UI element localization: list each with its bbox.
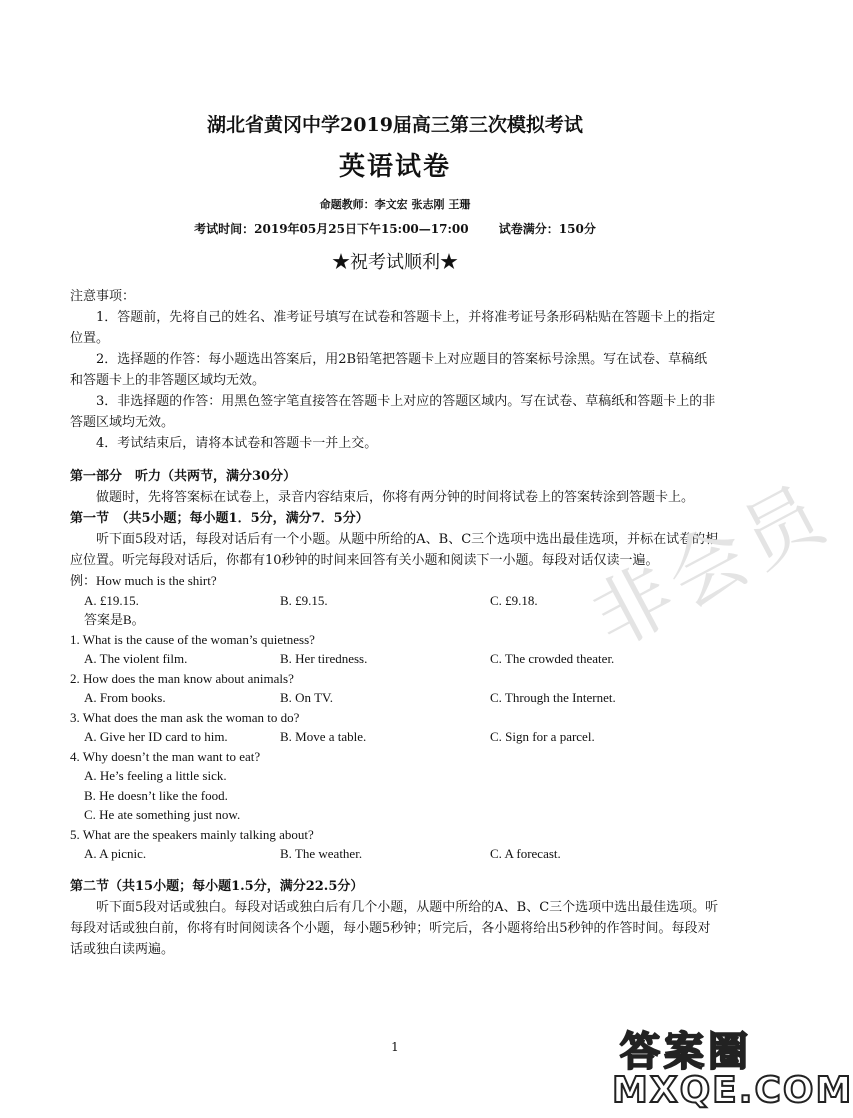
option-b: B. On TV. (280, 690, 333, 705)
question-1: 1. What is the cause of the woman’s quietness? (70, 631, 315, 647)
watermark-logo-bottom: MXQE.COM (612, 1070, 853, 1111)
question-4: 4. Why doesn’t the man want to eat? (70, 748, 261, 764)
option-a: A. From books. (84, 690, 166, 705)
option-b: B. The weather. (280, 846, 363, 861)
watermark-logo (600, 1020, 853, 1118)
notice-item-3: 3．非选择题的作答：用黑色签字笔直接答在答题卡上对应的答题区域内。写在试卷、草稿纸和答题卡上的非答题区域均无效。 (70, 394, 716, 430)
option-b: B. He doesn’t like the food. (84, 787, 228, 803)
full-score: 试卷满分：150分 (498, 222, 596, 236)
question-3-options (70, 727, 720, 747)
question-3: 3. What does the man ask the woman to do? (70, 709, 300, 725)
exam-time-line (0, 220, 790, 237)
option-a: A. The violent film. (84, 651, 188, 666)
option-c: C. The crowded theater. (490, 651, 615, 666)
option-c: C. Through the Internet. (490, 690, 616, 705)
exam-title: 湖北省黄冈中学2019届高三第三次模拟考试 (207, 114, 583, 136)
section1-heading: 第一节 （共5小题；每小题1．5分，满分7．5分） (70, 511, 369, 526)
section2-intro: 听下面5段对话或独白。每段对话或独白后有几个小题，从题中所给的A、B、C三个选项中选出最佳选项。听每段对话或独白前，你将有时间阅读各个小题，每小题5秒钟；听完后，各小题将给出5秒钟的作答时间。每段对话或独白读两遍。 (70, 899, 719, 957)
exam-authors: 命题教师：李文宏 张志刚 王珊 (319, 198, 471, 211)
example-answer: 答案是B。 (84, 612, 145, 627)
notice-heading: 注意事项： (70, 289, 136, 304)
notice-item-4: 4．考试结束后，请将本试卷和答题卡一并上交。 (96, 436, 378, 451)
part1-intro: 做题时，先将答案标在试卷上，录音内容结束后，你将有两分钟的时间将试卷上的答案转涂到答题卡上。 (96, 490, 695, 505)
option-c: C. A forecast. (490, 846, 561, 861)
option-b: B. Move a table. (280, 729, 367, 744)
option-a: A. Give her ID card to him. (84, 729, 228, 744)
section2-heading: 第二节（共15小题；每小题1.5分，满分22.5分） (70, 878, 364, 894)
option-a: A. He’s feeling a little sick. (84, 768, 227, 783)
example-option-b: B. £9.15. (280, 592, 328, 608)
question-5: 5. What are the speakers mainly talking about? (70, 826, 314, 842)
option-c: C. Sign for a parcel. (490, 729, 595, 744)
exam-time: 考试时间：2019年05月25日下午15:00—17:00 (194, 222, 469, 236)
notice-item-1: 1．答题前，先将自己的姓名、准考证号填写在试卷和答题卡上，并将准考证号条形码粘贴在答题卡上的指定位置。 (70, 310, 716, 346)
page-number: 1 (391, 1040, 399, 1054)
question-2: 2. How does the man know about animals? (70, 670, 294, 686)
notice-item-2: 2．选择题的作答：每小题选出答案后，用2B铅笔把答题卡上对应题目的答案标号涂黑。写在试卷、草稿纸和答题卡上的非答题区域均无效。 (70, 352, 708, 388)
question-5-options (70, 844, 720, 864)
exam-subtitle: 英语试卷 (338, 152, 451, 182)
question-2-options (70, 688, 720, 708)
watermark-text: 非会员 (578, 467, 844, 666)
part1-heading: 第一部分 听力（共两节，满分30分） (70, 469, 297, 484)
option-b: B. Her tiredness. (280, 651, 368, 666)
option-c: C. He ate something just now. (84, 807, 241, 822)
example-option-a: A. £19.15. (84, 592, 139, 608)
good-luck-wish: ★祝考试顺利★ (332, 252, 458, 273)
watermark-logo-top: 答案圈 (620, 1029, 752, 1075)
example-question: 例：How much is the shirt? (70, 573, 217, 588)
option-a: A. A picnic. (84, 846, 147, 861)
example-option-c: C. £9.18. (490, 592, 538, 608)
section1-intro: 听下面5段对话，每段对话后有一个小题。从题中所给的A、B、C三个选项中选出最佳选项，并标在试卷的相应位置。听完每段对话后，你都有10秒钟的时间来回答有关小题和阅读下一小题。每段对话仅读一遍。 (70, 532, 719, 568)
